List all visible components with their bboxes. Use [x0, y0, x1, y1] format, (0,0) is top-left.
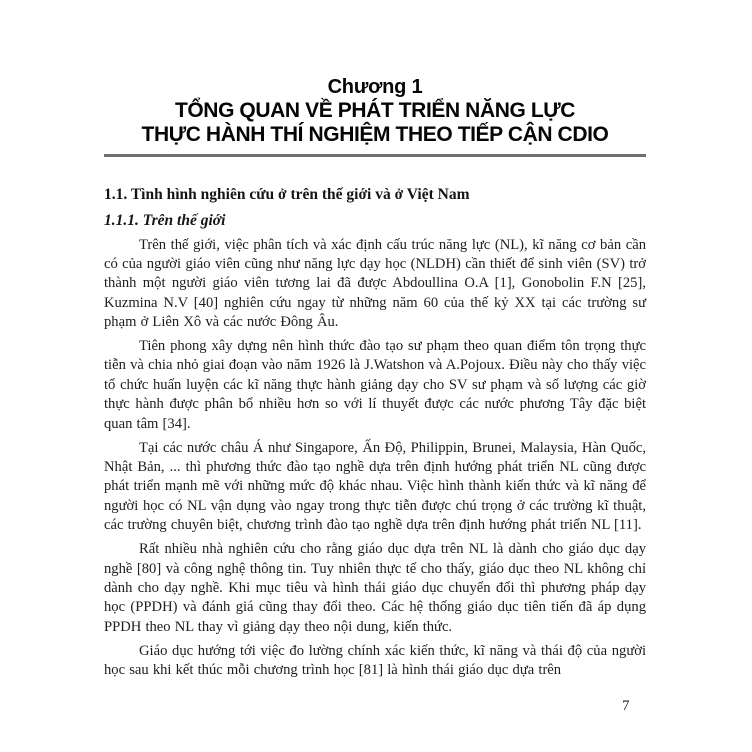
paragraph-asian-countries: Tại các nước châu Á như Singapore, Ấn Độ, Philippin, Brunei, Malaysia, Hàn Quốc, Nhật Bản, ... thì phương thức đào tạo nghề dựa trên định hướng phát triển NL cũng được phát triển mạnh mẽ với những mức độ khác nhau. Việc hình thành kiến thức và kĩ năng để người học có NL vận dụng vào ngay trong thực tiễn được chú trọng ở các trường kĩ thuật, các trường chuyên biệt, chương trình đào tạo nghề dựa trên định hướng phát triển NL [11].	[104, 439, 646, 534]
chapter-title-line-2: THỰC HÀNH THÍ NGHIỆM THEO TIẾP CẬN CDIO	[141, 122, 609, 146]
paragraph-measurement-education: Giáo dục hướng tới việc đo lường chính xác kiến thức, kĩ năng và thái độ của người học sau khi kết thúc mỗi chương trình học [81] là hình thái giáo dục dựa trên	[104, 642, 646, 679]
page-content	[104, 0, 646, 680]
subsection-heading-1-1-1: 1.1.1. Trên thế giới	[104, 212, 226, 229]
page-number: 7	[622, 698, 630, 714]
chapter-header	[104, 75, 646, 146]
paragraph-world-research: Trên thế giới, việc phân tích và xác định cấu trúc năng lực (NL), kĩ năng cơ bản cần có của người giáo viên cũng như năng lực dạy học (NLDH) cần thiết để sinh viên (SV) trở thành một người giáo viên tương lai đã được Abdoullina O.A [1], Gonobolin F.N [25], Kuzmina N.V [40] nghiên cứu ngay từ những năm 60 của thế kỷ XX tại các trường sư phạm ở Liên Xô và các nước Đông Âu.	[104, 236, 646, 331]
chapter-title-line-1: TỔNG QUAN VỀ PHÁT TRIỂN NĂNG LỰC	[174, 99, 576, 122]
paragraph-pioneers-1926: Tiên phong xây dựng nên hình thức đào tạo sư phạm theo quan điểm tôn trọng thực tiễn và chia nhỏ giai đoạn vào năm 1926 là J.Watshon và A.Pojoux. Điều này cho thấy việc tổ chức huấn luyện các kĩ năng thực hành giảng dạy cho SV sư phạm và số lượng các giờ thực hành được phân bổ nhiều hơn so với lí thuyết được các nước phương Tây đặc biệt quan tâm [34].	[104, 338, 646, 432]
section-heading-1-1: 1.1. Tình hình nghiên cứu ở trên thế giới và ở Việt Nam	[104, 186, 470, 203]
chapter-number: Chương 1	[327, 76, 423, 98]
header-rule	[104, 154, 646, 157]
paragraph-vocational-education: Rất nhiều nhà nghiên cứu cho rằng giáo dục dựa trên NL là dành cho giáo dục dạy nghề [80] và công nghệ thông tin. Tuy nhiên thực tế cho thấy, giáo dục theo NL không chỉ dành cho dạy nghề. Khi mục tiêu và hình thái giáo dục chuyển đổi thì phương pháp dạy học (PPDH) và đánh giá cũng thay đổi theo. Các hệ thống giáo dục tiên tiến đã áp dụng PPDH theo NL thay vì giảng dạy theo nội dung, kiến thức.	[104, 541, 646, 635]
